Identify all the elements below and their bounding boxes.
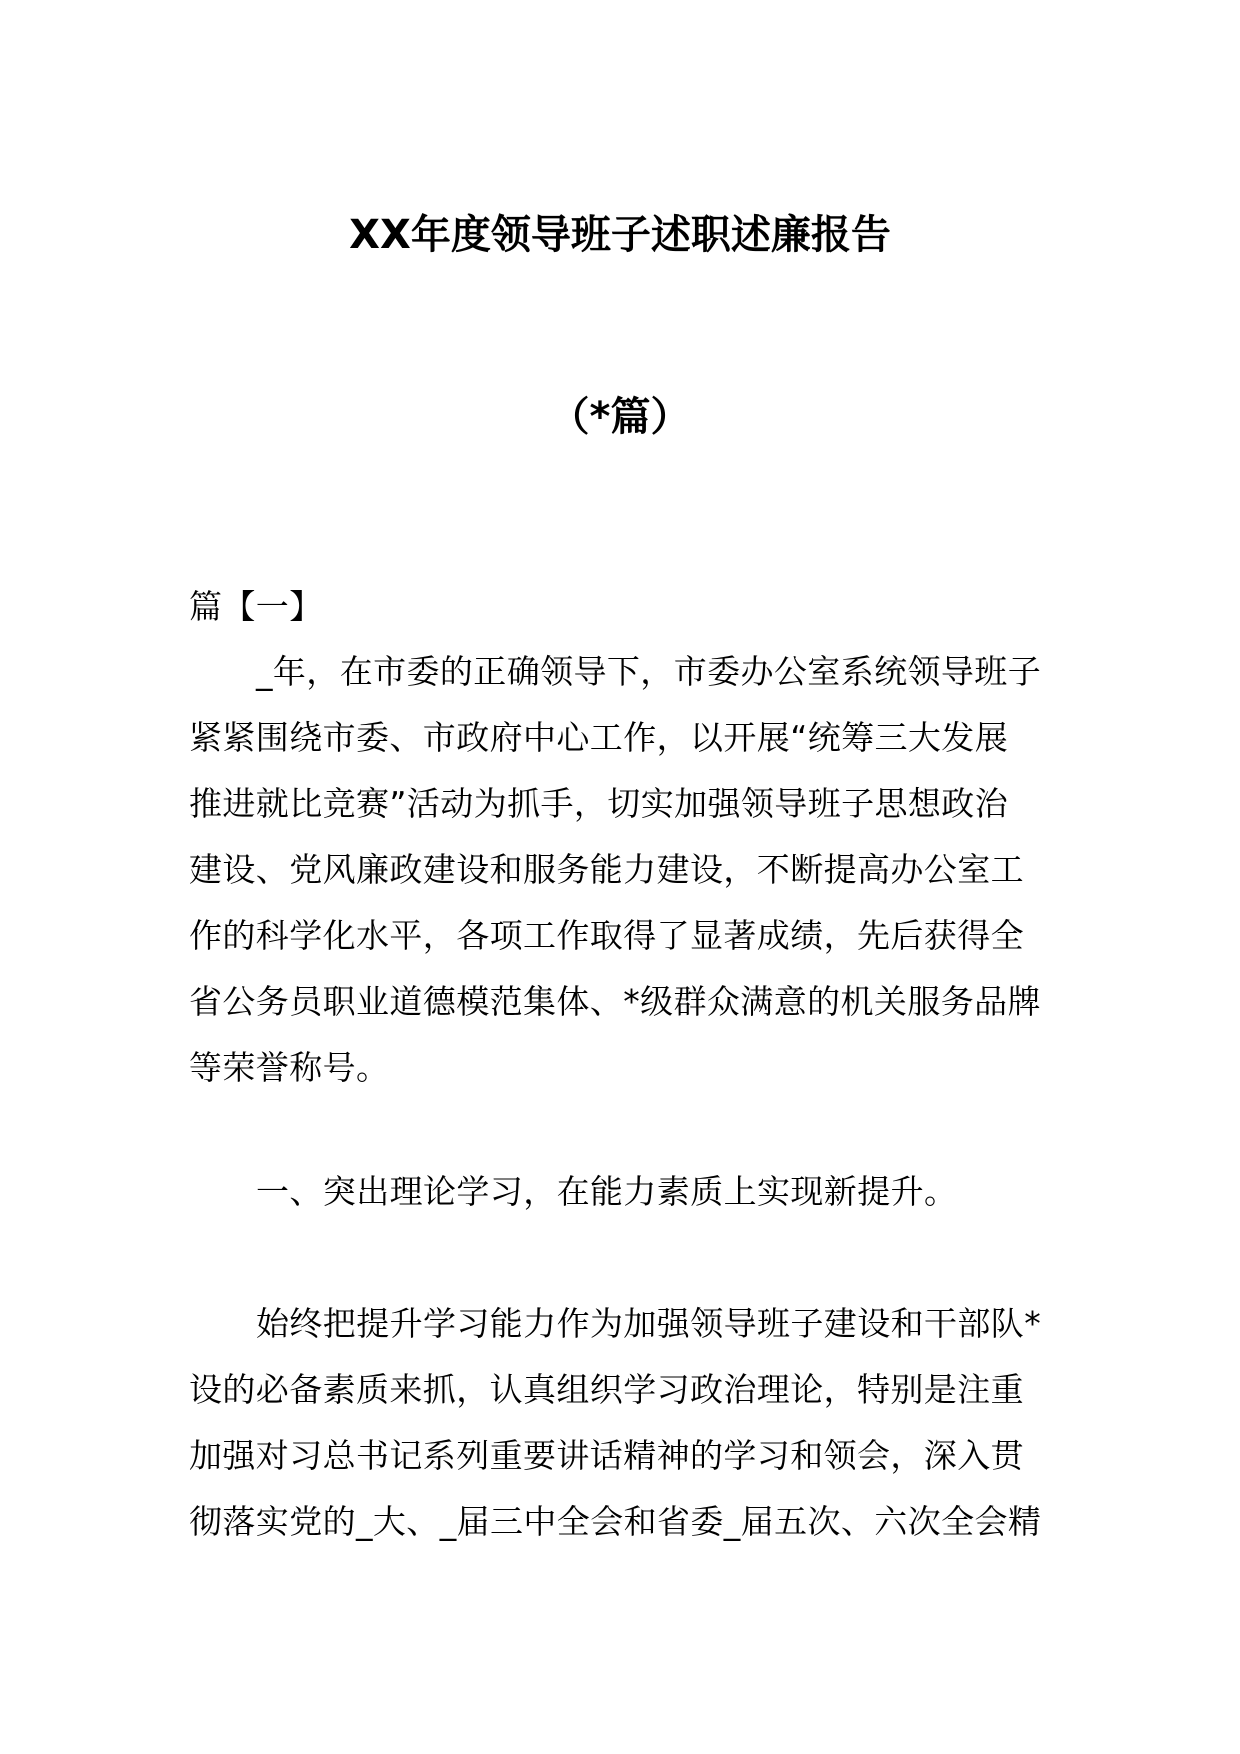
paragraph-line: 始终把提升学习能力作为加强领导班子建设和干部队* (256, 1304, 1042, 1343)
paragraph-line: 省公务员职业道德模范集体、*级群众满意的机关服务品牌 (189, 982, 1041, 1021)
section-label: 篇【一】 (189, 587, 323, 626)
document-title: XX年度领导班子述职述廉报告 (349, 212, 891, 258)
paragraph-line: _年，在市委的正确领导下，市委办公室系统领导班子 (256, 652, 1042, 691)
paragraph-line: 建设、党风廉政建设和服务能力建设，不断提高办公室工 (189, 850, 1024, 889)
paragraph-line: 等荣誉称号。 (189, 1048, 390, 1087)
paragraph-line: 紧紧围绕市委、市政府中心工作，以开展“统筹三大发展 (189, 718, 1009, 757)
section-heading: 一、突出理论学习，在能力素质上实现新提升。 (256, 1172, 958, 1211)
paragraph-line: 推进就比竞赛”活动为抓手，切实加强领导班子思想政治 (189, 784, 1009, 823)
paragraph-line: 彻落实党的_大、_届三中全会和省委_届五次、六次全会精 (189, 1502, 1042, 1541)
paragraph-line: 加强对习总书记系列重要讲话精神的学习和领会，深入贯 (189, 1436, 1024, 1475)
paragraph-line: 作的科学化水平，各项工作取得了显著成绩，先后获得全 (189, 916, 1024, 955)
document-subtitle: （*篇） (549, 394, 691, 440)
paragraph-line: 设的必备素质来抓，认真组织学习政治理论，特别是注重 (189, 1370, 1024, 1409)
